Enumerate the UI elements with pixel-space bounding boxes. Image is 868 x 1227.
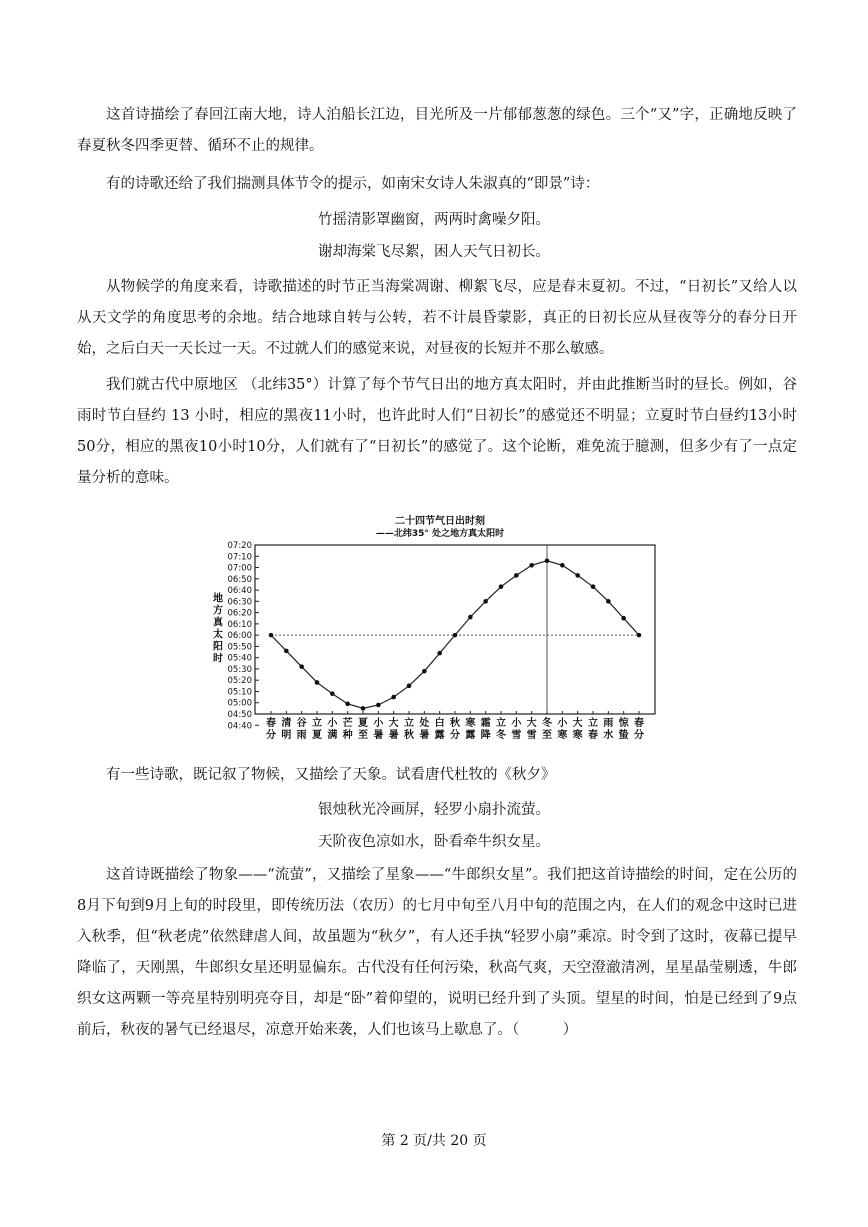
data-point: [575, 573, 580, 578]
x-tick-label: 露: [434, 730, 445, 741]
x-tick-label: 夏: [358, 718, 368, 729]
poem1-line2: 谢却海棠飞尽絮，困人天气日初长。: [318, 244, 550, 260]
x-tick-label: 春: [266, 718, 276, 729]
data-point: [315, 680, 320, 685]
sunrise-chart-svg: [200, 512, 660, 752]
data-point: [376, 703, 381, 708]
y-tick-label: 05:20: [227, 676, 252, 687]
plot-frame: [255, 545, 655, 714]
x-tick-label: 暑: [388, 730, 399, 741]
y-axis-label-char: 真: [213, 617, 223, 629]
data-point: [299, 664, 304, 669]
paragraph-3: 从物候学的角度来看，诗歌描述的时节正当海棠凋谢、柳絮飞尽，应是春末夏初。不过，“日初长”又给人以从天文学的角度思考的余地。结合地球自转与公转，若不计晨昏蒙影，真正的日初长应从昼夜等分的春分日开始，之后白天一天长过一天。不过就人们的感觉来说，对昼夜的长短并不那么敏感。: [77, 279, 797, 357]
data-point: [468, 615, 473, 620]
paragraph-5: 有一些诗歌，既记叙了物候，又描绘了天象。试看唐代杜牧的《秋夕》: [106, 767, 556, 783]
x-tick-label: 秋: [404, 730, 414, 741]
poem2-line1: 银烛秋光冷画屏，轻罗小扇扑流萤。: [318, 802, 550, 818]
x-tick-label: 降: [480, 730, 491, 741]
y-tick-label: 05:40: [227, 653, 252, 664]
data-point: [269, 633, 274, 638]
y-axis-label-char: 阳: [213, 641, 223, 653]
paragraph-2: 有的诗歌还给了我们揣测具体节令的提示，如南宋女诗人朱淑真的“即景”诗：: [106, 176, 600, 192]
x-tick-label: 谷: [296, 718, 307, 729]
data-point: [499, 584, 504, 589]
x-tick-label: 立: [496, 718, 506, 729]
poem1-line1: 竹摇清影罩幽窗，两两时禽噪夕阳。: [318, 212, 550, 228]
x-tick-label: 处: [419, 718, 430, 729]
y-axis-label-char: 地: [213, 593, 223, 605]
x-tick-label: 寒: [557, 730, 568, 741]
data-point: [637, 633, 642, 638]
y-axis-label-char: 太: [213, 629, 223, 641]
y-tick-label: 07:00: [227, 563, 252, 574]
y-tick-label: 05:10: [227, 687, 252, 698]
x-tick-label: 露: [465, 730, 476, 741]
data-point: [483, 599, 488, 604]
x-tick-label: 秋: [450, 718, 460, 729]
x-tick-label: 蛰: [618, 730, 629, 741]
x-tick-label: 寒: [465, 718, 476, 729]
data-point: [621, 616, 626, 621]
x-tick-label: 夏: [312, 730, 322, 741]
y-tick-label: 05:30: [227, 664, 252, 675]
data-point: [514, 573, 519, 578]
x-tick-label: 暑: [419, 730, 430, 741]
poem2-line2: 天阶夜色凉如水，卧看牵牛织女星。: [318, 834, 550, 850]
y-tick-label: 06:30: [227, 597, 252, 608]
y-tick-label: 07:20: [227, 541, 252, 551]
data-point: [345, 702, 350, 707]
x-tick-label: 至: [358, 730, 368, 741]
data-point: [529, 563, 534, 568]
x-tick-label: 满: [327, 730, 338, 741]
data-point: [437, 651, 442, 656]
x-tick-label: 白: [434, 718, 445, 729]
y-axis-label-char: 方: [213, 605, 223, 617]
x-tick-label: 分: [450, 730, 460, 741]
x-tick-label: 分: [266, 730, 276, 741]
x-tick-label: 小: [511, 718, 522, 729]
x-tick-label: 小: [557, 718, 568, 729]
x-tick-label: 暑: [373, 730, 384, 741]
x-tick-label: 大: [572, 718, 583, 729]
x-tick-label: 春: [634, 718, 644, 729]
paragraph-6: 这首诗既描绘了物象——“流萤”，又描绘了星象——“牛郎织女星”。我们把这首诗描绘的时间，定在公历的8月下旬到9月上旬的时段里，即传统历法（农历）的七月中旬至八月中旬的范围之内，在人们的观念中这时已进入秋季，但“秋老虎”依然肆虐人间，故虽题为“秋夕”，有人还手执“轻罗小扇”乘凉。时令到了这时，夜幕已提早降临了，天刚黑，牛郎织女星还明显偏东。古代没有任何污染，秋高气爽，天空澄澈清冽，星星晶莹剔透，牛郎织女这两颗一等亮星特别明亮夺目，却是“卧”着仰望的，说明已经升到了头顶。望星的时间，怕是已经到了9点前后，秋夜的暑气已经退尽，凉意开始来袭，人们也该马上歇息了。（ ）: [77, 867, 797, 1038]
y-tick-label: 06:00: [227, 631, 252, 642]
data-point: [284, 649, 289, 654]
data-point: [407, 684, 412, 689]
y-axis-label-char: 时: [213, 653, 223, 665]
x-tick-label: 立: [312, 718, 322, 729]
y-tick-label: 05:00: [227, 698, 252, 709]
x-tick-label: 冬: [542, 718, 552, 729]
data-point: [545, 558, 550, 563]
y-tick-label: 04:40: [227, 721, 252, 732]
paragraph-4: 我们就古代中原地区 （北纬35°）计算了每个节气日出的地方真太阳时，并由此推断当时的昼长。例如，谷雨时节白昼约 13 小时，相应的黑夜11小时，也许此时人们“日初长”的感觉还不明显；立夏时节白昼约13小时50分，相应的黑夜10小时10分，人们就有了“日初长”的感觉了。这个论断，难免流于臆测，但多少有了一点定量分析的意味。: [77, 377, 797, 486]
x-tick-label: 寒: [572, 730, 583, 741]
data-point: [606, 599, 611, 604]
x-tick-label: 立: [404, 718, 414, 729]
data-point: [422, 669, 427, 674]
x-tick-label: 冬: [496, 730, 506, 741]
y-tick-label: 04:50: [227, 710, 252, 720]
data-point: [560, 563, 565, 568]
x-tick-label: 水: [603, 730, 614, 741]
sunrise-chart: [200, 512, 660, 752]
y-tick-label: 05:50: [227, 642, 252, 653]
x-tick-label: 雪: [526, 730, 537, 741]
y-tick-label: 06:10: [227, 619, 252, 630]
y-tick-label: 06:20: [227, 608, 252, 619]
x-tick-label: 小: [373, 718, 384, 729]
x-tick-label: 分: [634, 730, 644, 741]
x-tick-label: 立: [588, 718, 598, 729]
y-tick-label: 07:10: [227, 552, 252, 563]
paragraph-1: 这首诗描绘了春回江南大地，诗人泊船长江边，目光所及一片郁郁葱葱的绿色。三个“又”字，正确地反映了春夏秋冬四季更替、循环不止的规律。: [77, 107, 797, 154]
x-tick-label: 种: [342, 730, 353, 741]
x-tick-label: 小: [327, 718, 338, 729]
x-tick-label: 春: [588, 730, 598, 741]
chart-title: 二十四节气日出时刻: [395, 516, 485, 527]
data-point: [591, 584, 596, 589]
y-tick-label: 06:40: [227, 586, 252, 597]
x-tick-label: 至: [542, 730, 552, 741]
x-tick-label: 大: [388, 718, 399, 729]
x-tick-label: 大: [526, 718, 537, 729]
x-tick-label: 惊: [618, 718, 629, 729]
chart-subtitle: ——北纬35° 处之地方真太阳时: [375, 529, 505, 539]
x-tick-label: 霜: [480, 718, 491, 729]
x-tick-label: 雪: [511, 730, 522, 741]
data-point: [391, 695, 396, 700]
x-tick-label: 明: [281, 730, 292, 741]
x-tick-label: 雨: [296, 730, 307, 741]
page-footer: 第 2 页/共 20 页: [381, 1133, 487, 1149]
x-tick-label: 芒: [342, 718, 353, 729]
data-point: [330, 691, 335, 696]
data-point: [361, 706, 366, 711]
y-tick-label: 06:50: [227, 574, 252, 585]
data-point: [453, 633, 458, 638]
x-tick-label: 雨: [603, 718, 614, 729]
x-tick-label: 清: [281, 718, 292, 729]
